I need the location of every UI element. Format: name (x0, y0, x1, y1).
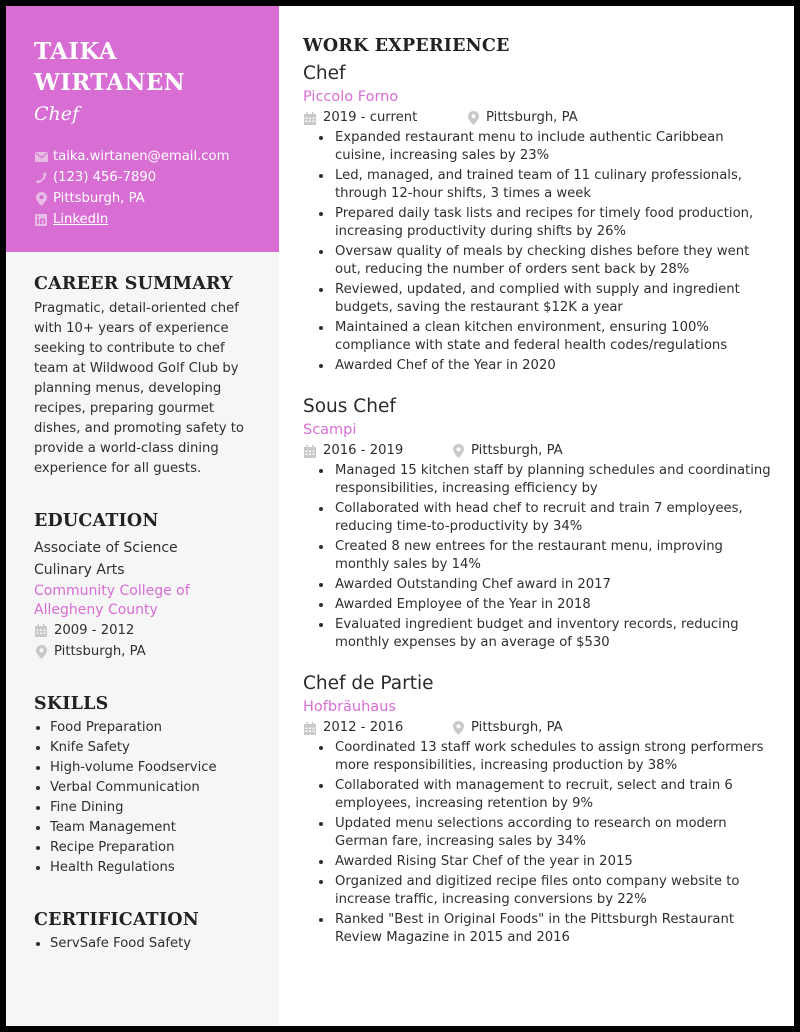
resume-page (6, 6, 794, 1026)
job-bullet: Collaborated with management to recruit, select and train 6 employees, increasing retention by 9% (317, 777, 776, 813)
job-bullet: Organized and digitized recipe files onto company website to increase traffic, increasing conversions by 22% (317, 873, 776, 909)
job-entry (303, 672, 776, 947)
job-meta (303, 440, 776, 462)
job-bullet: Awarded Employee of the Year in 2018 (317, 596, 776, 614)
certification-item: ServSafe Food Safety (34, 934, 261, 954)
calendar-icon (303, 111, 317, 125)
skills-section (34, 692, 261, 878)
work-experience-heading: WORK EXPERIENCE (303, 36, 510, 56)
career-summary-section (34, 272, 261, 479)
name-first: TAIKA (34, 38, 117, 65)
skills-heading: SKILLS (34, 694, 109, 714)
skill-item: Health Regulations (34, 858, 261, 878)
map-pin-icon (466, 111, 480, 125)
map-pin-icon (34, 645, 48, 659)
skill-item: Recipe Preparation (34, 838, 261, 858)
job-title: Sous Chef (303, 396, 396, 417)
job-bullet: Coordinated 13 staff work schedules to assign strong performers more responsibilities, increasing production by 38% (317, 739, 776, 775)
job-dates (303, 717, 451, 739)
career-summary-heading: CAREER SUMMARY (34, 274, 233, 294)
map-pin-icon (451, 444, 465, 458)
job-bullets (317, 129, 776, 375)
certification-list (34, 934, 261, 954)
job-dates-text: 2016 - 2019 (323, 443, 404, 458)
contact-phone (34, 167, 259, 188)
linkedin-icon (34, 213, 48, 227)
job-bullet: Collaborated with head chef to recruit and train 7 employees, reducing time-to-productivity by 34% (317, 500, 776, 536)
job-bullet: Expanded restaurant menu to include authentic Caribbean cuisine, increasing sales by 23% (317, 129, 776, 165)
job-bullet: Updated menu selections according to research on modern German fare, increasing sales by 34% (317, 815, 776, 851)
contact-linkedin (34, 209, 259, 230)
job-location (451, 717, 563, 739)
job-entry (303, 62, 776, 375)
job-bullet: Awarded Chef of the Year in 2020 (317, 357, 776, 375)
company-name: Scampi (303, 422, 357, 438)
education-school: Community College of Allegheny County (34, 583, 190, 618)
sidebar-body (6, 252, 279, 954)
contact-list (34, 146, 259, 230)
calendar-icon (34, 624, 48, 638)
envelope-icon (34, 150, 48, 164)
skills-list (34, 718, 261, 878)
job-bullet: Evaluated ingredient budget and inventory records, reducing monthly expenses by an average of $530 (317, 616, 776, 652)
skill-item: Knife Safety (34, 738, 261, 758)
job-bullet: Led, managed, and trained team of 11 culinary professionals, through 12-hour shifts, 3 times a week (317, 167, 776, 203)
job-dates (303, 440, 451, 462)
job-location (466, 107, 578, 129)
calendar-icon (303, 721, 317, 735)
job-dates-text: 2019 - current (323, 110, 418, 125)
sidebar (6, 6, 279, 1026)
calendar-icon (303, 444, 317, 458)
job-meta (303, 717, 776, 739)
job-bullet: Reviewed, updated, and complied with supply and ingredient budgets, saving the restaurant $12K a year (317, 281, 776, 317)
job-bullet: Awarded Outstanding Chef award in 2017 (317, 576, 776, 594)
contact-email (34, 146, 259, 167)
map-pin-icon (451, 721, 465, 735)
education-location (34, 641, 261, 662)
job-bullets (317, 739, 776, 947)
skill-item: High-volume Foodservice (34, 758, 261, 778)
education-field: Culinary Arts (34, 562, 125, 578)
job-entry (303, 395, 776, 652)
job-dates-text: 2012 - 2016 (323, 720, 404, 735)
phone-icon (34, 171, 48, 185)
job-location-text: Pittsburgh, PA (486, 110, 578, 125)
linkedin-link[interactable]: LinkedIn (53, 212, 109, 227)
education-heading: EDUCATION (34, 511, 159, 531)
education-degree: Associate of Science (34, 540, 178, 556)
job-title: Chef de Partie (303, 673, 434, 694)
company-name: Hofbräuhaus (303, 699, 396, 715)
education-section (34, 509, 261, 662)
job-role: Chef (34, 103, 80, 125)
career-summary-text: Pragmatic, detail-oriented chef with 10+ years of experience seeking to contribute to chef team at Wildwood Golf Club by planning menus, developing recipes, preparing gourmet dishes, and promoting safety to provide a world-class dining experience for all guests. (34, 301, 244, 476)
company-name: Piccolo Forno (303, 89, 399, 105)
phone-text[interactable]: (123) 456-7890 (53, 170, 157, 185)
education-dates-text: 2009 - 2012 (54, 623, 135, 638)
header-block (6, 6, 279, 252)
job-location (451, 440, 563, 462)
main-column (279, 6, 794, 1026)
contact-location (34, 188, 259, 209)
job-bullet: Oversaw quality of meals by checking dishes before they went out, reducing the number of orders sent back by 28% (317, 243, 776, 279)
job-title: Chef (303, 63, 346, 84)
job-bullet: Awarded Rising Star Chef of the year in 2015 (317, 853, 776, 871)
skill-item: Fine Dining (34, 798, 261, 818)
job-bullet: Created 8 new entrees for the restaurant menu, improving monthly sales by 14% (317, 538, 776, 574)
job-bullet: Managed 15 kitchen staff by planning schedules and coordinating responsibilities, increasing efficiency by (317, 462, 776, 498)
skill-item: Team Management (34, 818, 261, 838)
job-location-text: Pittsburgh, PA (471, 720, 563, 735)
job-bullet: Prepared daily task lists and recipes for timely food production, increasing productivity during shifts by 26% (317, 205, 776, 241)
skill-item: Food Preparation (34, 718, 261, 738)
job-location-text: Pittsburgh, PA (471, 443, 563, 458)
education-dates (34, 620, 261, 641)
skill-item: Verbal Communication (34, 778, 261, 798)
email-text[interactable]: taika.wirtanen@email.com (53, 149, 230, 164)
map-pin-icon (34, 192, 48, 206)
certification-section (34, 908, 261, 954)
job-meta (303, 107, 776, 129)
job-bullet: Ranked "Best in Original Foods" in the Pittsburgh Restaurant Review Magazine in 2015 and 2016 (317, 911, 776, 947)
education-location-text: Pittsburgh, PA (54, 644, 146, 659)
job-dates (303, 107, 466, 129)
name-last: WIRTANEN (34, 69, 185, 96)
location-text: Pittsburgh, PA (53, 191, 145, 206)
certification-heading: CERTIFICATION (34, 910, 199, 930)
job-bullet: Maintained a clean kitchen environment, ensuring 100% compliance with state and federal health codes/regulations (317, 319, 776, 355)
job-bullets (317, 462, 776, 652)
